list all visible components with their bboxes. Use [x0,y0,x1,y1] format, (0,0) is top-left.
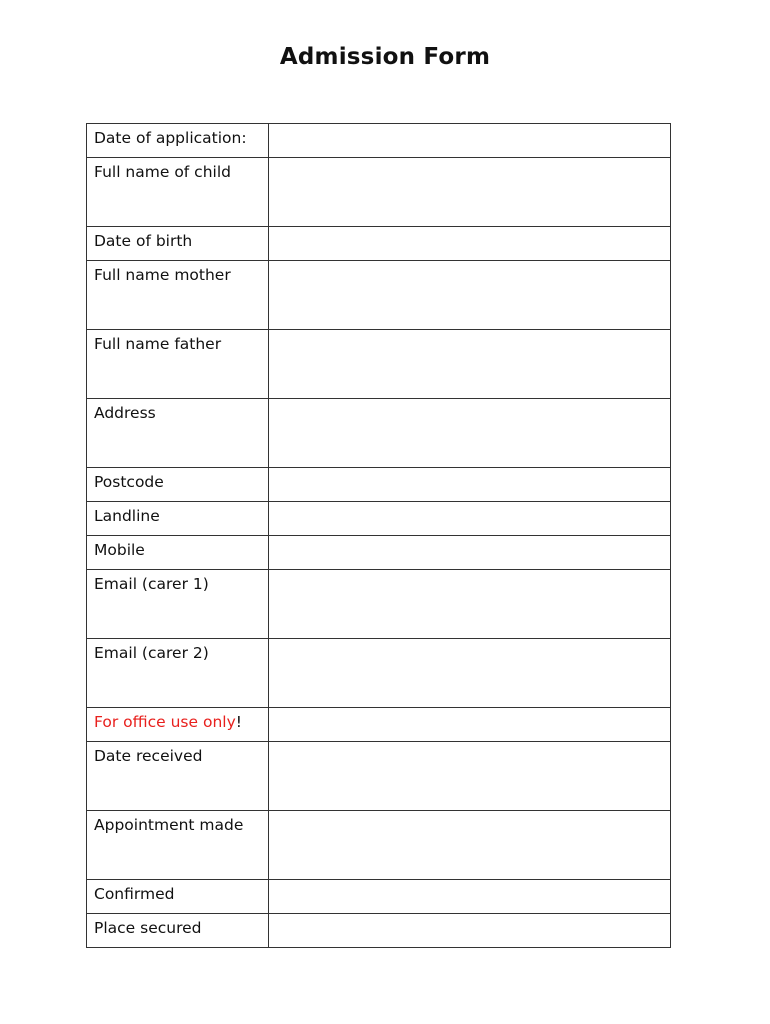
form-row-appointment-made [87,811,671,880]
date-of-application-field[interactable] [269,124,671,158]
form-title: Admission Form [279,44,491,70]
field-label: Full name father [87,330,269,399]
form-row-date-of-application [87,124,671,158]
field-label: Address [87,399,269,468]
appointment-made-field[interactable] [269,811,671,880]
address-field[interactable] [269,399,671,468]
email-carer-1-field[interactable] [269,570,671,639]
field-label: Full name mother [87,261,269,330]
form-row-postcode [87,468,671,502]
form-row-child-name [87,158,671,227]
father-name-field[interactable] [269,330,671,399]
field-label: Postcode [87,468,269,502]
form-row-date-received [87,742,671,811]
office-use-note-suffix: ! [235,713,242,731]
landline-field[interactable] [269,502,671,536]
form-row-email-carer-1 [87,570,671,639]
form-row-mobile [87,536,671,570]
place-secured-field[interactable] [269,914,671,948]
confirmed-field[interactable] [269,880,671,914]
form-row-landline [87,502,671,536]
form-row-address [87,399,671,468]
mother-name-field[interactable] [269,261,671,330]
email-carer-2-field[interactable] [269,639,671,708]
field-label: Date of birth [87,227,269,261]
form-row-father-name [87,330,671,399]
field-label: Date of application: [87,124,269,158]
date-received-field[interactable] [269,742,671,811]
office-use-note-text: For office use only [94,713,236,731]
mobile-field[interactable] [269,536,671,570]
field-label: Email (carer 1) [87,570,269,639]
form-row-place-secured [87,914,671,948]
admission-form-table [86,123,671,948]
office-use-blank-cell [269,708,671,742]
form-row-confirmed [87,880,671,914]
form-row-date-of-birth [87,227,671,261]
field-label: Date received [87,742,269,811]
form-row-email-carer-2 [87,639,671,708]
form-row-mother-name [87,261,671,330]
field-label: Mobile [87,536,269,570]
field-label: Landline [87,502,269,536]
date-of-birth-field[interactable] [269,227,671,261]
field-label: Confirmed [87,880,269,914]
child-name-field[interactable] [269,158,671,227]
office-use-note [87,708,269,742]
field-label: Full name of child [87,158,269,227]
field-label: Place secured [87,914,269,948]
field-label: Email (carer 2) [87,639,269,708]
field-label: Appointment made [87,811,269,880]
postcode-field[interactable] [269,468,671,502]
office-use-header-row [87,708,671,742]
